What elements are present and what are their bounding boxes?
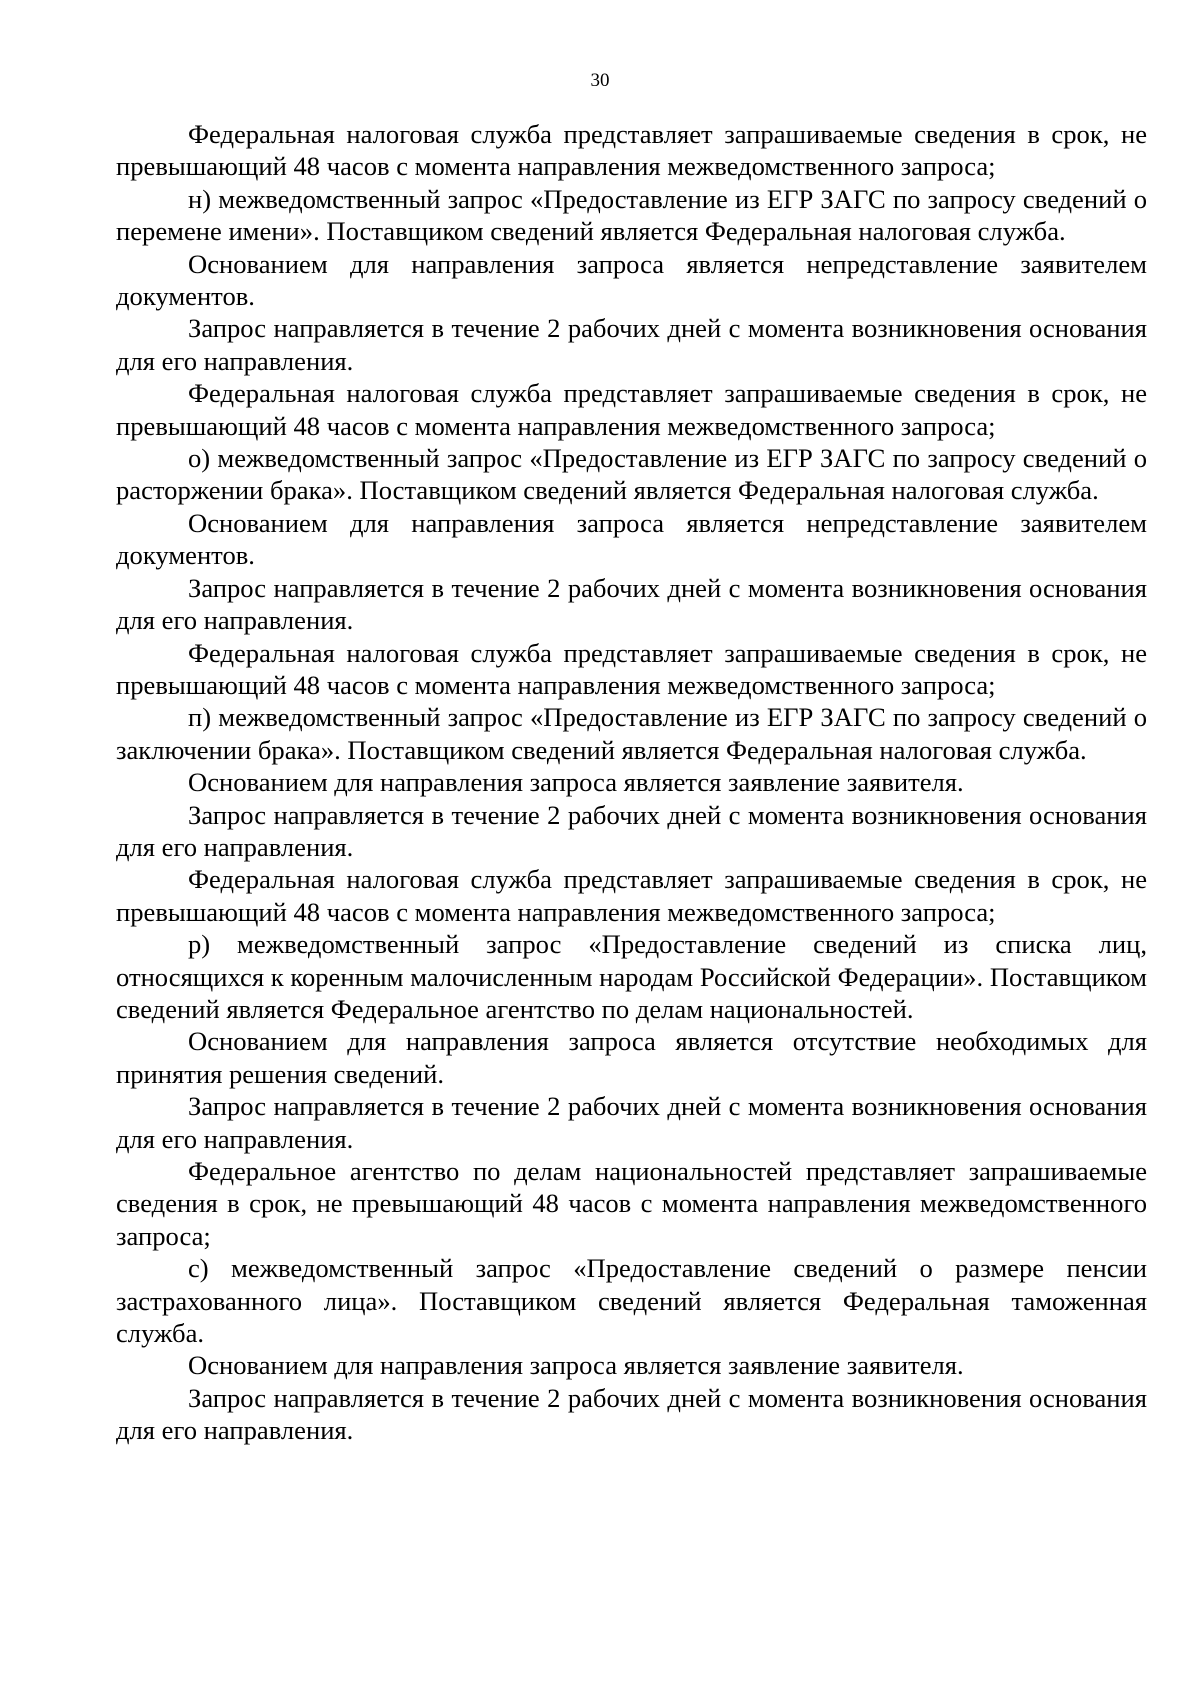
paragraph: Федеральная налоговая служба представляет запрашиваемые сведения в срок, не превышающий 48 часов с момента направления межведомственного запроса; — [116, 378, 1147, 441]
paragraph: Основанием для направления запроса является заявление заявителя. — [188, 767, 964, 798]
paragraph: Запрос направляется в течение 2 рабочих дней с момента возникновения основания для его направления. — [116, 572, 1147, 636]
paragraph: о) межведомственный запрос «Предоставление из ЕГР ЗАГС по запросу сведений о расторжении брака». Поставщиком сведений является Федеральная налоговая служба. — [116, 443, 1147, 506]
page-number: 30 — [590, 70, 610, 91]
paragraph: Запрос направляется в течение 2 рабочих дней с момента возникновения основания для его направления. — [116, 799, 1147, 862]
paragraph: Федеральное агентство по делам национальностей представляет запрашиваемые сведения в срок, не превышающий 48 часов с момента направления межведомственного запроса; — [116, 1156, 1147, 1251]
paragraph: Запрос направляется в течение 2 рабочих дней с момента возникновения основания для его направления. — [116, 1091, 1147, 1154]
paragraph: Федеральная налоговая служба представляет запрашиваемые сведения в срок, не превышающий 48 часов с момента направления межведомственного запроса; — [116, 864, 1147, 927]
paragraph: Основанием для направления запроса является заявление заявителя. — [188, 1350, 964, 1381]
paragraph: с) межведомственный запрос «Предоставление сведений о размере пенсии застрахованного лица». Поставщиком сведений является Федеральная таможенная служба. — [116, 1253, 1147, 1349]
paragraph: Запрос направляется в течение 2 рабочих дней с момента возникновения основания для его направления. — [116, 313, 1147, 376]
paragraph: Основанием для направления запроса является отсутствие необходимых для принятия решения сведений. — [116, 1026, 1147, 1089]
paragraph: Федеральная налоговая служба представляет запрашиваемые сведения в срок, не превышающий 48 часов с момента направления межведомственного запроса; — [116, 637, 1147, 700]
paragraph: Основанием для направления запроса является непредставление заявителем документов. — [116, 248, 1147, 312]
paragraph: п) межведомственный запрос «Предоставление из ЕГР ЗАГС по запросу сведений о заключении брака». Поставщиком сведений является Федеральная налоговая служба. — [116, 702, 1147, 765]
paragraph: Федеральная налоговая служба представляет запрашиваемые сведения в срок, не превышающий 48 часов с момента направления межведомственного запроса; — [116, 119, 1147, 182]
paragraph: н) межведомственный запрос «Предоставление из ЕГР ЗАГС по запросу сведений о перемене имени». Поставщиком сведений является Федеральная налоговая служба. — [116, 183, 1147, 247]
paragraph: Основанием для направления запроса является непредставление заявителем документов. — [116, 507, 1147, 571]
paragraph: р) межведомственный запрос «Предоставление сведений из списка лиц, относящихся к коренным малочисленным народам Российской Федерации». Поставщиком сведений является Федеральное агентство по делам национальностей. — [116, 929, 1147, 1024]
paragraph: Запрос направляется в течение 2 рабочих дней с момента возникновения основания для его направления. — [116, 1382, 1147, 1446]
document-body — [116, 118, 1147, 1447]
